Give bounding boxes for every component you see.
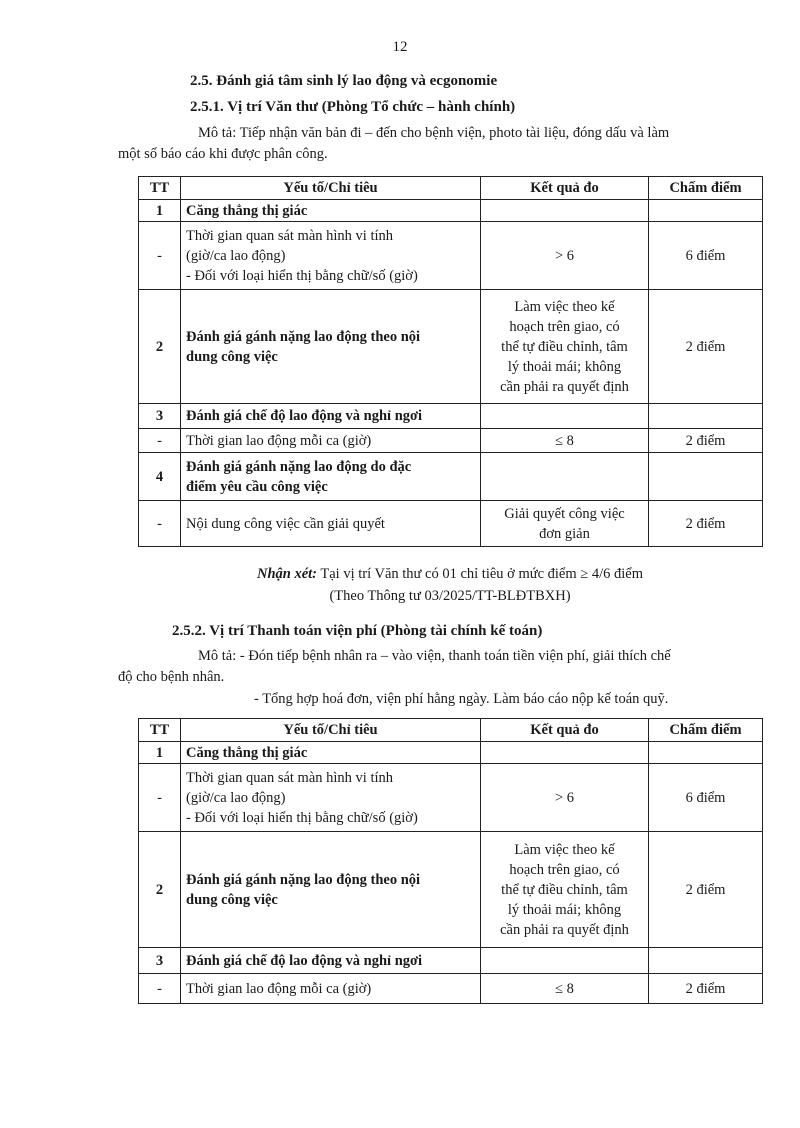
cell-cham-diem: 2 điểm: [649, 974, 763, 1004]
table-row: [139, 501, 763, 547]
position1-note-ref: (Theo Thông tư 03/2025/TT-BLĐTBXH): [329, 588, 571, 604]
cell-line: Thời gian quan sát màn hình vi tính: [186, 227, 394, 244]
cell-ket-qua: [481, 501, 649, 547]
cell-ket-qua: [481, 948, 649, 974]
cell-ket-qua: [481, 404, 649, 429]
cell-ket-qua: ≤ 8: [481, 429, 649, 453]
header-tt: TT: [139, 719, 181, 742]
cell-tt: 1: [139, 742, 181, 764]
cell-tt: -: [139, 974, 181, 1004]
cell-ket-qua: > 6: [481, 222, 649, 290]
cell-yeu-to: Thời gian lao động mỗi ca (giờ): [181, 429, 481, 453]
table-row: [139, 832, 763, 948]
cell-tt: -: [139, 429, 181, 453]
cell-line: Đánh giá gánh nặng lao động theo nội: [186, 328, 421, 345]
table-row: [139, 290, 763, 404]
table-row: [139, 200, 763, 222]
cell-ket-qua: [481, 200, 649, 222]
cell-line: cần phải ra quyết định: [500, 921, 629, 938]
cell-yeu-to: Căng thẳng thị giác: [181, 200, 481, 222]
cell-ket-qua: > 6: [481, 764, 649, 832]
table-row: [139, 742, 763, 764]
cell-cham-diem: 6 điểm: [649, 764, 763, 832]
table-row: [139, 404, 763, 429]
cell-line: hoạch trên giao, có: [509, 861, 620, 878]
cell-ket-qua: [481, 290, 649, 404]
cell-line: Đánh giá gánh nặng lao động do đặc: [186, 458, 412, 475]
position1-note: [138, 566, 762, 583]
cell-yeu-to: [181, 832, 481, 948]
cell-cham-diem: [649, 742, 763, 764]
cell-ket-qua: [481, 453, 649, 501]
position2-heading: 2.5.2. Vị trí Thanh toán viện phí (Phòng tài chính kế toán): [172, 623, 543, 639]
table-row: [139, 948, 763, 974]
cell-line: Giải quyết công việc: [504, 505, 625, 522]
cell-yeu-to: [181, 764, 481, 832]
cell-line: cần phải ra quyết định: [500, 378, 629, 395]
cell-line: lý thoải mái; không: [507, 358, 622, 375]
header-cham-diem: Chấm điểm: [649, 719, 763, 742]
table-row: [139, 453, 763, 501]
cell-yeu-to: [181, 222, 481, 290]
cell-line: điểm yêu cầu công việc: [186, 478, 328, 495]
cell-yeu-to: [181, 453, 481, 501]
cell-cham-diem: [649, 453, 763, 501]
cell-tt: -: [139, 501, 181, 547]
cell-line: (giờ/ca lao động): [186, 247, 286, 264]
header-tt: TT: [139, 177, 181, 200]
cell-line: thể tự điều chỉnh, tâm: [501, 338, 628, 355]
cell-line: đơn giản: [539, 525, 590, 542]
cell-yeu-to: Đánh giá chế độ lao động và nghỉ ngơi: [181, 948, 481, 974]
position2-desc-line3: - Tổng hợp hoá đơn, viện phí hằng ngày. Làm báo cáo nộp kế toán quỹ.: [254, 691, 669, 707]
table-row: [139, 222, 763, 290]
position1-desc-line1: Mô tả: Tiếp nhận văn bản đi – đến cho bệnh viện, photo tài liệu, đóng dấu và làm: [198, 125, 670, 141]
cell-cham-diem: [649, 200, 763, 222]
header-yeu-to: Yếu tố/Chỉ tiêu: [181, 177, 481, 200]
header-ket-qua: Kết quả đo: [481, 719, 649, 742]
cell-cham-diem: 2 điểm: [649, 290, 763, 404]
cell-ket-qua: ≤ 8: [481, 974, 649, 1004]
cell-line: Đánh giá gánh nặng lao động theo nội: [186, 871, 421, 888]
cell-tt: 2: [139, 832, 181, 948]
cell-tt: 2: [139, 290, 181, 404]
cell-yeu-to: [181, 290, 481, 404]
table-row: [139, 429, 763, 453]
cell-line: Làm việc theo kế: [514, 841, 615, 858]
cell-ket-qua: [481, 742, 649, 764]
cell-line: Thời gian quan sát màn hình vi tính: [186, 769, 394, 786]
cell-line: hoạch trên giao, có: [509, 318, 620, 335]
cell-cham-diem: 6 điểm: [649, 222, 763, 290]
cell-yeu-to: Nội dung công việc cần giải quyết: [181, 501, 481, 547]
cell-tt: 4: [139, 453, 181, 501]
table-header-row: [139, 177, 763, 200]
cell-ket-qua: [481, 832, 649, 948]
cell-line: lý thoải mái; không: [507, 901, 622, 918]
cell-cham-diem: [649, 404, 763, 429]
header-ket-qua: Kết quả đo: [481, 177, 649, 200]
position1-desc-line2: một số báo cáo khi được phân công.: [118, 146, 328, 162]
position2-table: [138, 718, 763, 1004]
cell-yeu-to: Thời gian lao động mỗi ca (giờ): [181, 974, 481, 1004]
position1-heading: 2.5.1. Vị trí Văn thư (Phòng Tổ chức – hành chính): [190, 99, 516, 115]
cell-cham-diem: 2 điểm: [649, 429, 763, 453]
cell-line: (giờ/ca lao động): [186, 789, 286, 806]
cell-yeu-to: Căng thẳng thị giác: [181, 742, 481, 764]
note-text: Tại vị trí Văn thư có 01 chỉ tiêu ở mức điểm ≥ 4/6 điểm: [317, 566, 644, 582]
cell-tt: -: [139, 764, 181, 832]
header-yeu-to: Yếu tố/Chỉ tiêu: [181, 719, 481, 742]
cell-cham-diem: 2 điểm: [649, 832, 763, 948]
note-label: Nhận xét:: [256, 566, 318, 582]
cell-line: thể tự điều chỉnh, tâm: [501, 881, 628, 898]
table-header-row: [139, 719, 763, 742]
position2-desc-line1: Mô tả: - Đón tiếp bệnh nhân ra – vào viện, thanh toán tiền viện phí, giải thích chế: [198, 648, 671, 664]
cell-cham-diem: [649, 948, 763, 974]
cell-tt: 3: [139, 404, 181, 429]
position2-desc-line2: độ cho bệnh nhân.: [118, 669, 225, 685]
cell-line: - Đối với loại hiển thị bằng chữ/số (giờ): [186, 267, 418, 284]
cell-cham-diem: 2 điểm: [649, 501, 763, 547]
position1-table: [138, 176, 763, 547]
page-number: 12: [392, 39, 408, 55]
cell-tt: -: [139, 222, 181, 290]
cell-line: - Đối với loại hiển thị bằng chữ/số (giờ): [186, 809, 418, 826]
table-row: [139, 974, 763, 1004]
cell-line: Làm việc theo kế: [514, 298, 615, 315]
table-row: [139, 764, 763, 832]
cell-tt: 1: [139, 200, 181, 222]
cell-yeu-to: Đánh giá chế độ lao động và nghỉ ngơi: [181, 404, 481, 429]
header-cham-diem: Chấm điểm: [649, 177, 763, 200]
cell-line: dung công việc: [186, 891, 278, 908]
cell-tt: 3: [139, 948, 181, 974]
section-heading: 2.5. Đánh giá tâm sinh lý lao động và ecgonomie: [190, 73, 498, 89]
cell-line: dung công việc: [186, 348, 278, 365]
